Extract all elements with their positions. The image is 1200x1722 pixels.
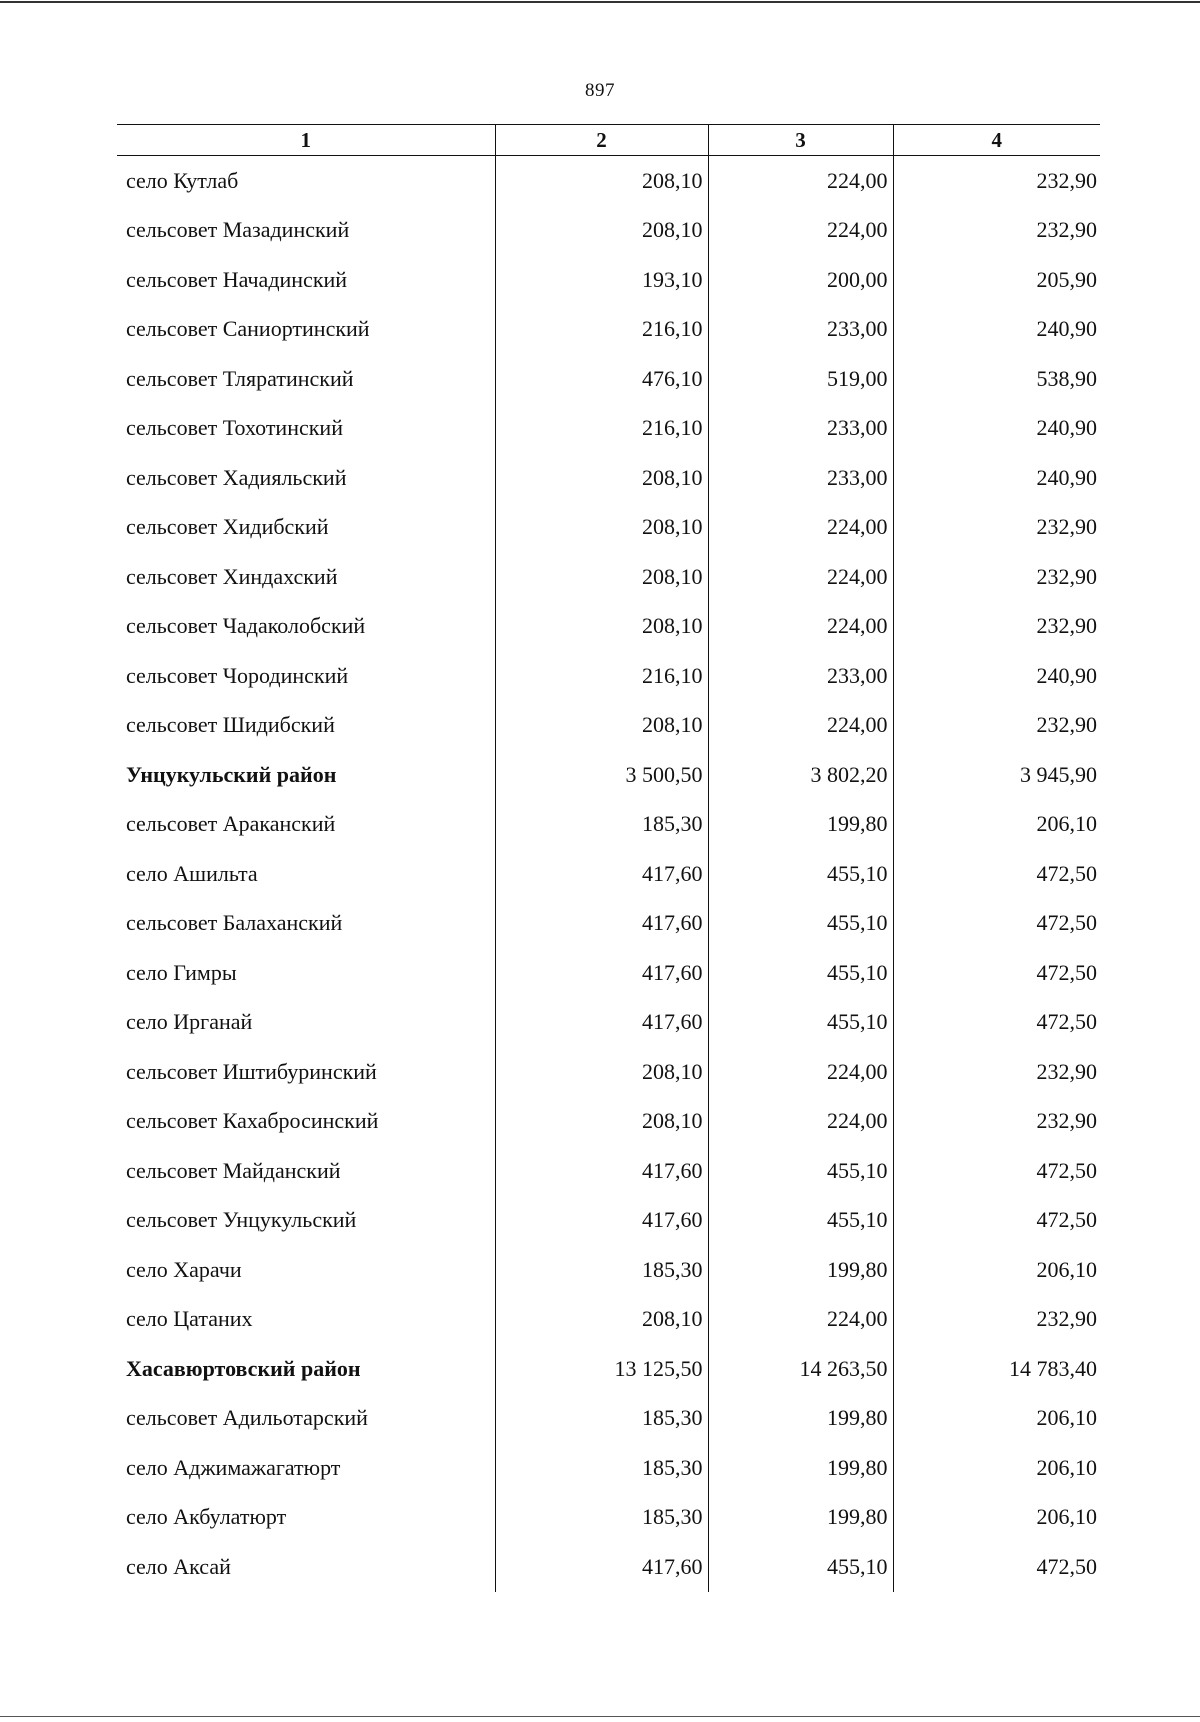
value-cell-col4: 206,10 — [893, 1443, 1100, 1493]
value-cell-col4: 232,90 — [893, 602, 1100, 652]
value-cell-col4: 14 783,40 — [893, 1344, 1100, 1394]
row-name-cell: сельсовет Тохотинский — [126, 415, 343, 441]
table-header-row — [117, 125, 1100, 156]
value-cell-col3: 455,10 — [708, 998, 893, 1048]
value-cell-col4: 472,50 — [893, 1542, 1100, 1592]
value-cell-col2: 417,60 — [495, 849, 708, 899]
row-name-cell: сельсовет Балаханский — [126, 910, 343, 936]
value-cell-col4: 232,90 — [893, 503, 1100, 553]
table-row — [117, 1295, 1100, 1345]
value-cell-col2: 216,10 — [495, 305, 708, 355]
value-cell-col3: 224,00 — [708, 1097, 893, 1147]
value-cell-col2: 208,10 — [495, 453, 708, 503]
value-cell-col3: 199,80 — [708, 800, 893, 850]
row-name-cell: Унцукульский район — [126, 761, 337, 787]
row-name-cell: сельсовет Тляратинский — [126, 365, 354, 391]
table-row — [117, 602, 1100, 652]
row-name-cell: сельсовет Унцукульский — [126, 1207, 357, 1233]
table-row — [117, 701, 1100, 751]
table-row — [117, 453, 1100, 503]
table-row — [117, 1047, 1100, 1097]
value-cell-col4: 232,90 — [893, 701, 1100, 751]
table-row — [117, 1542, 1100, 1592]
value-cell-col3: 224,00 — [708, 1047, 893, 1097]
value-cell-col2: 208,10 — [495, 602, 708, 652]
value-cell-col4: 240,90 — [893, 305, 1100, 355]
value-cell-col2: 185,30 — [495, 1443, 708, 1493]
value-cell-col4: 205,90 — [893, 255, 1100, 305]
table-row — [117, 1097, 1100, 1147]
value-cell-col2: 476,10 — [495, 354, 708, 404]
value-cell-col3: 233,00 — [708, 453, 893, 503]
row-name-cell: село Ирганай — [126, 1009, 253, 1035]
table-row — [117, 1196, 1100, 1246]
row-name-cell: село Харачи — [126, 1256, 242, 1282]
value-cell-col2: 417,60 — [495, 948, 708, 998]
table-row — [117, 1443, 1100, 1493]
value-cell-col3: 224,00 — [708, 602, 893, 652]
page-number: 897 — [585, 80, 615, 101]
value-cell-col3: 233,00 — [708, 651, 893, 701]
value-cell-col3: 199,80 — [708, 1493, 893, 1543]
value-cell-col2: 417,60 — [495, 1196, 708, 1246]
value-cell-col4: 472,50 — [893, 899, 1100, 949]
value-cell-col2: 417,60 — [495, 1146, 708, 1196]
table-row — [117, 305, 1100, 355]
value-cell-col3: 199,80 — [708, 1245, 893, 1295]
value-cell-col4: 538,90 — [893, 354, 1100, 404]
value-cell-col4: 232,90 — [893, 156, 1100, 206]
value-cell-col4: 472,50 — [893, 998, 1100, 1048]
value-cell-col4: 206,10 — [893, 1245, 1100, 1295]
table-row — [117, 156, 1100, 206]
value-cell-col4: 206,10 — [893, 1493, 1100, 1543]
value-cell-col2: 417,60 — [495, 1542, 708, 1592]
table-row — [117, 206, 1100, 256]
table-row — [117, 404, 1100, 454]
value-cell-col4: 206,10 — [893, 800, 1100, 850]
value-cell-col4: 232,90 — [893, 1097, 1100, 1147]
data-table-container — [117, 124, 1100, 1592]
value-cell-col4: 232,90 — [893, 1295, 1100, 1345]
value-cell-col2: 208,10 — [495, 1097, 708, 1147]
value-cell-col4: 472,50 — [893, 1146, 1100, 1196]
table-row — [117, 899, 1100, 949]
value-cell-col2: 185,30 — [495, 800, 708, 850]
value-cell-col2: 208,10 — [495, 206, 708, 256]
row-name-cell: сельсовет Адильотарский — [126, 1405, 368, 1431]
value-cell-col3: 455,10 — [708, 1542, 893, 1592]
value-cell-col2: 208,10 — [495, 503, 708, 553]
value-cell-col2: 216,10 — [495, 404, 708, 454]
scan-border-bottom — [0, 1716, 1200, 1717]
row-name-cell: сельсовет Хиндахский — [126, 563, 338, 589]
column-header-1: 1 — [117, 125, 495, 156]
value-cell-col3: 14 263,50 — [708, 1344, 893, 1394]
row-name-cell: село Аксай — [126, 1553, 231, 1579]
district-total-row — [117, 750, 1100, 800]
column-header-3: 3 — [708, 125, 893, 156]
row-name-cell: сельсовет Хидибский — [126, 514, 329, 540]
value-cell-col2: 216,10 — [495, 651, 708, 701]
row-name-cell: сельсовет Мазадинский — [126, 217, 350, 243]
value-cell-col3: 455,10 — [708, 899, 893, 949]
row-name-cell: сельсовет Саниортинский — [126, 316, 370, 342]
value-cell-col3: 455,10 — [708, 1196, 893, 1246]
value-cell-col4: 232,90 — [893, 206, 1100, 256]
value-cell-col2: 193,10 — [495, 255, 708, 305]
district-total-row — [117, 1344, 1100, 1394]
column-header-2: 2 — [495, 125, 708, 156]
value-cell-col2: 417,60 — [495, 899, 708, 949]
table-row — [117, 1394, 1100, 1444]
row-name-cell: сельсовет Начадинский — [126, 266, 348, 292]
row-name-cell: сельсовет Кахабросинский — [126, 1108, 379, 1134]
table-row — [117, 849, 1100, 899]
row-name-cell: сельсовет Иштибуринский — [126, 1058, 377, 1084]
value-cell-col4: 206,10 — [893, 1394, 1100, 1444]
value-cell-col3: 3 802,20 — [708, 750, 893, 800]
row-name-cell: сельсовет Чадаколобский — [126, 613, 366, 639]
value-cell-col3: 199,80 — [708, 1443, 893, 1493]
value-cell-col4: 232,90 — [893, 552, 1100, 602]
row-name-cell: село Гимры — [126, 959, 237, 985]
row-name-cell: село Ашильта — [126, 860, 258, 886]
value-cell-col3: 199,80 — [708, 1394, 893, 1444]
row-name-cell: сельсовет Майданский — [126, 1157, 341, 1183]
value-cell-col4: 472,50 — [893, 948, 1100, 998]
value-cell-col2: 185,30 — [495, 1394, 708, 1444]
value-cell-col2: 208,10 — [495, 1295, 708, 1345]
table-row — [117, 503, 1100, 553]
value-cell-col2: 208,10 — [495, 552, 708, 602]
scan-border-top — [0, 1, 1200, 3]
row-name-cell: село Цатаних — [126, 1306, 253, 1332]
value-cell-col2: 185,30 — [495, 1493, 708, 1543]
value-cell-col3: 455,10 — [708, 849, 893, 899]
value-cell-col3: 224,00 — [708, 503, 893, 553]
row-name-cell: село Акбулатюрт — [126, 1504, 287, 1530]
table-row — [117, 354, 1100, 404]
table-header — [117, 125, 1100, 156]
row-name-cell: село Аджимажагатюрт — [126, 1454, 341, 1480]
value-cell-col2: 417,60 — [495, 998, 708, 1048]
row-name-cell: сельсовет Чородинский — [126, 662, 349, 688]
value-cell-col4: 472,50 — [893, 1196, 1100, 1246]
row-name-cell: Хасавюртовский район — [126, 1355, 361, 1381]
column-header-4: 4 — [893, 125, 1100, 156]
value-cell-col3: 224,00 — [708, 1295, 893, 1345]
value-cell-col3: 455,10 — [708, 948, 893, 998]
value-cell-col3: 224,00 — [708, 701, 893, 751]
table-body — [117, 156, 1100, 1592]
value-cell-col4: 240,90 — [893, 404, 1100, 454]
table-row — [117, 1493, 1100, 1543]
value-cell-col4: 240,90 — [893, 651, 1100, 701]
table-row — [117, 552, 1100, 602]
value-cell-col2: 208,10 — [495, 701, 708, 751]
value-cell-col4: 232,90 — [893, 1047, 1100, 1097]
value-cell-col2: 185,30 — [495, 1245, 708, 1295]
value-cell-col4: 240,90 — [893, 453, 1100, 503]
value-cell-col3: 224,00 — [708, 206, 893, 256]
value-cell-col4: 472,50 — [893, 849, 1100, 899]
table-row — [117, 651, 1100, 701]
table-row — [117, 1245, 1100, 1295]
value-cell-col3: 233,00 — [708, 305, 893, 355]
value-cell-col2: 208,10 — [495, 1047, 708, 1097]
table-row — [117, 800, 1100, 850]
row-name-cell: сельсовет Араканский — [126, 811, 336, 837]
value-cell-col3: 200,00 — [708, 255, 893, 305]
value-cell-col4: 3 945,90 — [893, 750, 1100, 800]
value-cell-col3: 224,00 — [708, 156, 893, 206]
value-cell-col2: 13 125,50 — [495, 1344, 708, 1394]
table-row — [117, 998, 1100, 1048]
row-name-cell: сельсовет Шидибский — [126, 712, 335, 738]
value-cell-col3: 233,00 — [708, 404, 893, 454]
row-name-cell: сельсовет Хадияльский — [126, 464, 347, 490]
value-cell-col3: 519,00 — [708, 354, 893, 404]
value-cell-col3: 224,00 — [708, 552, 893, 602]
data-table — [117, 124, 1100, 1592]
value-cell-col2: 208,10 — [495, 156, 708, 206]
row-name-cell: село Кутлаб — [126, 167, 239, 193]
table-row — [117, 948, 1100, 998]
table-row — [117, 1146, 1100, 1196]
value-cell-col2: 3 500,50 — [495, 750, 708, 800]
table-row — [117, 255, 1100, 305]
value-cell-col3: 455,10 — [708, 1146, 893, 1196]
